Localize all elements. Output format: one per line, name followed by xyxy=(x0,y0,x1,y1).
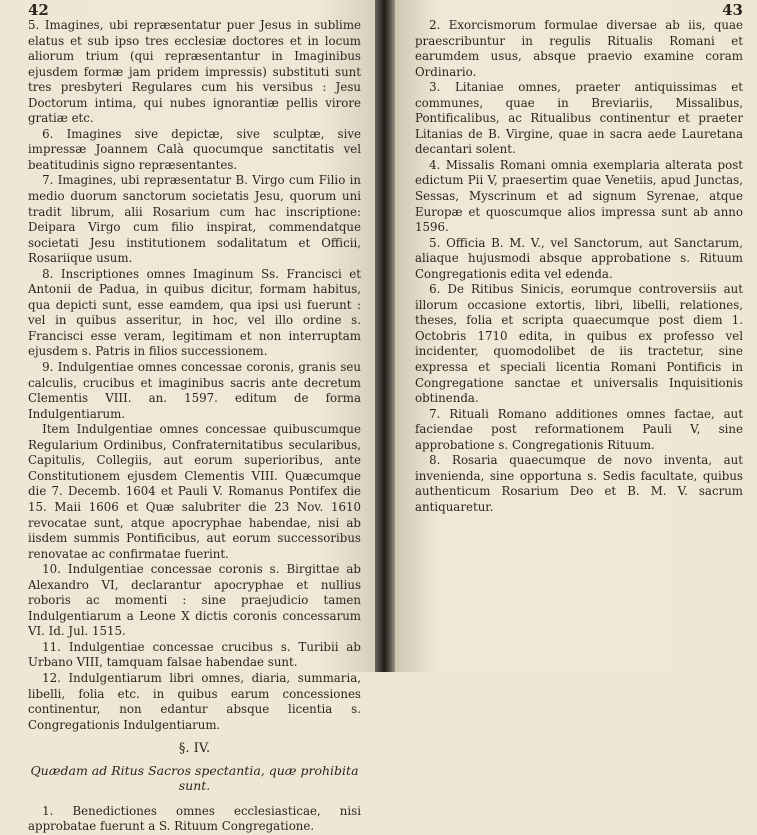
left-paragraph: 1. Benedictiones omnes ecclesiasticae, nisi approbatae fuerunt a S. Rituum Congregatione. xyxy=(28,803,361,834)
right-page-text xyxy=(415,18,743,516)
right-paragraph: 8. Rosaria quaecumque de novo inventa, aut invenienda, sine opportuna s. Sedis facultate, quibus authenticum Rosarium Deo et B. M. V. sacrum antiquaretur. xyxy=(415,453,743,514)
book-gutter xyxy=(375,0,395,672)
right-paragraph: 2. Exorcismorum formulae diversae ab iis, quae praescribuntur in regulis Ritualis Romani et earumdem usus, absque praevio examine coram Ordinario. xyxy=(415,18,743,79)
page-number-left: 42 xyxy=(28,1,49,19)
right-paragraph: 7. Rituali Romano additiones omnes factae, aut faciendae post reformationem Pauli V, sine approbatione s. Congregationis Rituum. xyxy=(415,406,743,452)
section-heading: §. IV. xyxy=(178,741,211,757)
left-paragraph: 6. Imagines sive depictæ, sive sculptæ, sive impressæ Joannem Calà quocumque sanctitatis vel beatitudinis signo repræsentantes. xyxy=(28,126,361,172)
left-paragraph: Item Indulgentiae omnes concessae quibuscumque Regularium Ordinibus, Confraternitatibus secularibus, Capitulis, Collegiis, aut eorum superioribus, ante Constitutionem ejusdem Clementis VIII. Quæcumque die 7. Decemb. 1604 et Pauli V. Romanus Pontifex die 15. Maii 1606 et Quæ salubriter die 23 Nov. 1610 revocatae sunt, atque apocryphae habendae, nisi ab iisdem summis Pontificibus, aut eorum successoribus renovatae ac confirmatae fuerint. xyxy=(28,422,361,561)
right-paragraph: 6. De Ritibus Sinicis, eorumque controversiis aut illorum occasione extortis, libri, libelli, relationes, theses, folia et scripta quaecumque post diem 1. Octobris 1710 edita, in quibus ex professo vel incidenter, quomodolibet de iis tractetur, sine expressa et speciali licentia Romani Pontificis in Congregatione sanctae et universalis Inquisitionis obtinenda. xyxy=(415,282,743,406)
right-paragraph: 4. Missalis Romani omnia exemplaria alterata post edictum Pii V, praesertim quae Venetiis, apud Junctas, Sessas, Myscrinum et ad signum Syrenae, atque Europæ et quoscumque alios impressa sunt ab anno 1596. xyxy=(415,157,743,235)
section-subtitle: Quædam ad Ritus Sacros spectantia, quæ prohibita sunt. xyxy=(30,762,359,794)
left-paragraph: 5. Imagines, ubi repræsentatur puer Jesus in sublime elatus et sub ipso tres ecclesiæ doctores et in locum aliorum trium (qui repræsentantur in Imaginibus ejusdem formæ jam pridem impressis) substituti sunt tres presbyteri Regulares cum his versibus : Jesu Doctorum intima, qui nubes ignorantiæ pellis virore gratiæ etc. xyxy=(28,18,361,126)
right-paragraph: 3. Litaniae omnes, praeter antiquissimas et communes, quae in Breviariis, Missalibus, Pontificalibus, ac Ritualibus continentur et praeter Litanias de B. Virgine, quae in sacra aede Lauretana decantari solent. xyxy=(415,80,743,157)
left-page-text xyxy=(28,18,361,835)
left-paragraph: 8. Inscriptiones omnes Imaginum Ss. Francisci et Antonii de Padua, in quibus dicitur, formam habitus, qua depicti sunt, esse eamdem, qua ipsi usi fuerunt : vel in quibus asseritur, in hoc, vel illo ordine s. Francisci esse veram, legitimam et non interruptam ejusdem s. Patris in filios successionem. xyxy=(28,266,361,359)
left-paragraph: 7. Imagines, ubi repræsentatur B. Virgo cum Filio in medio duorum sanctorum societatis Jesu, quorum uni tradit librum, alii Rosarium cum hac inscriptione: Deipara Virgo cum filio inspirat, commendatque societati Jesu institutionem sodalitatum et Officii, Rosariique usum. xyxy=(28,173,361,266)
right-paragraph: 5. Officia B. M. V., vel Sanctorum, aut Sanctarum, aliaque hujusmodi absque approbatione s. Rituum Congregationis edita vel edenda. xyxy=(415,235,743,281)
left-paragraph: 11. Indulgentiae concessae crucibus s. Turibii ab Urbano VIII, tamquam falsae habendae sunt. xyxy=(28,639,361,670)
right-page xyxy=(395,0,757,672)
left-paragraph: 12. Indulgentiarum libri omnes, diaria, summaria, libelli, folia etc. in quibus earum concessiones continentur, non edantur absque licentia s. Congregationis Indulgentiarum. xyxy=(28,670,361,732)
left-paragraph: 9. Indulgentiae omnes concessae coronis, granis seu calculis, crucibus et imaginibus sacris ante decretum Clementis VIII. an. 1597. editum de forma Indulgentiarum. xyxy=(28,360,361,421)
left-page xyxy=(0,0,375,834)
page-number-right: 43 xyxy=(722,1,743,19)
left-paragraph: 10. Indulgentiae concessae coronis s. Birgittae ab Alexandro VI, declarantur apocryphae et nullius roboris ac momenti : sine praejudicio tamen Indulgentiarum a Leone X dictis coronis concessarum VI. Id. Jul. 1515. xyxy=(28,562,361,639)
